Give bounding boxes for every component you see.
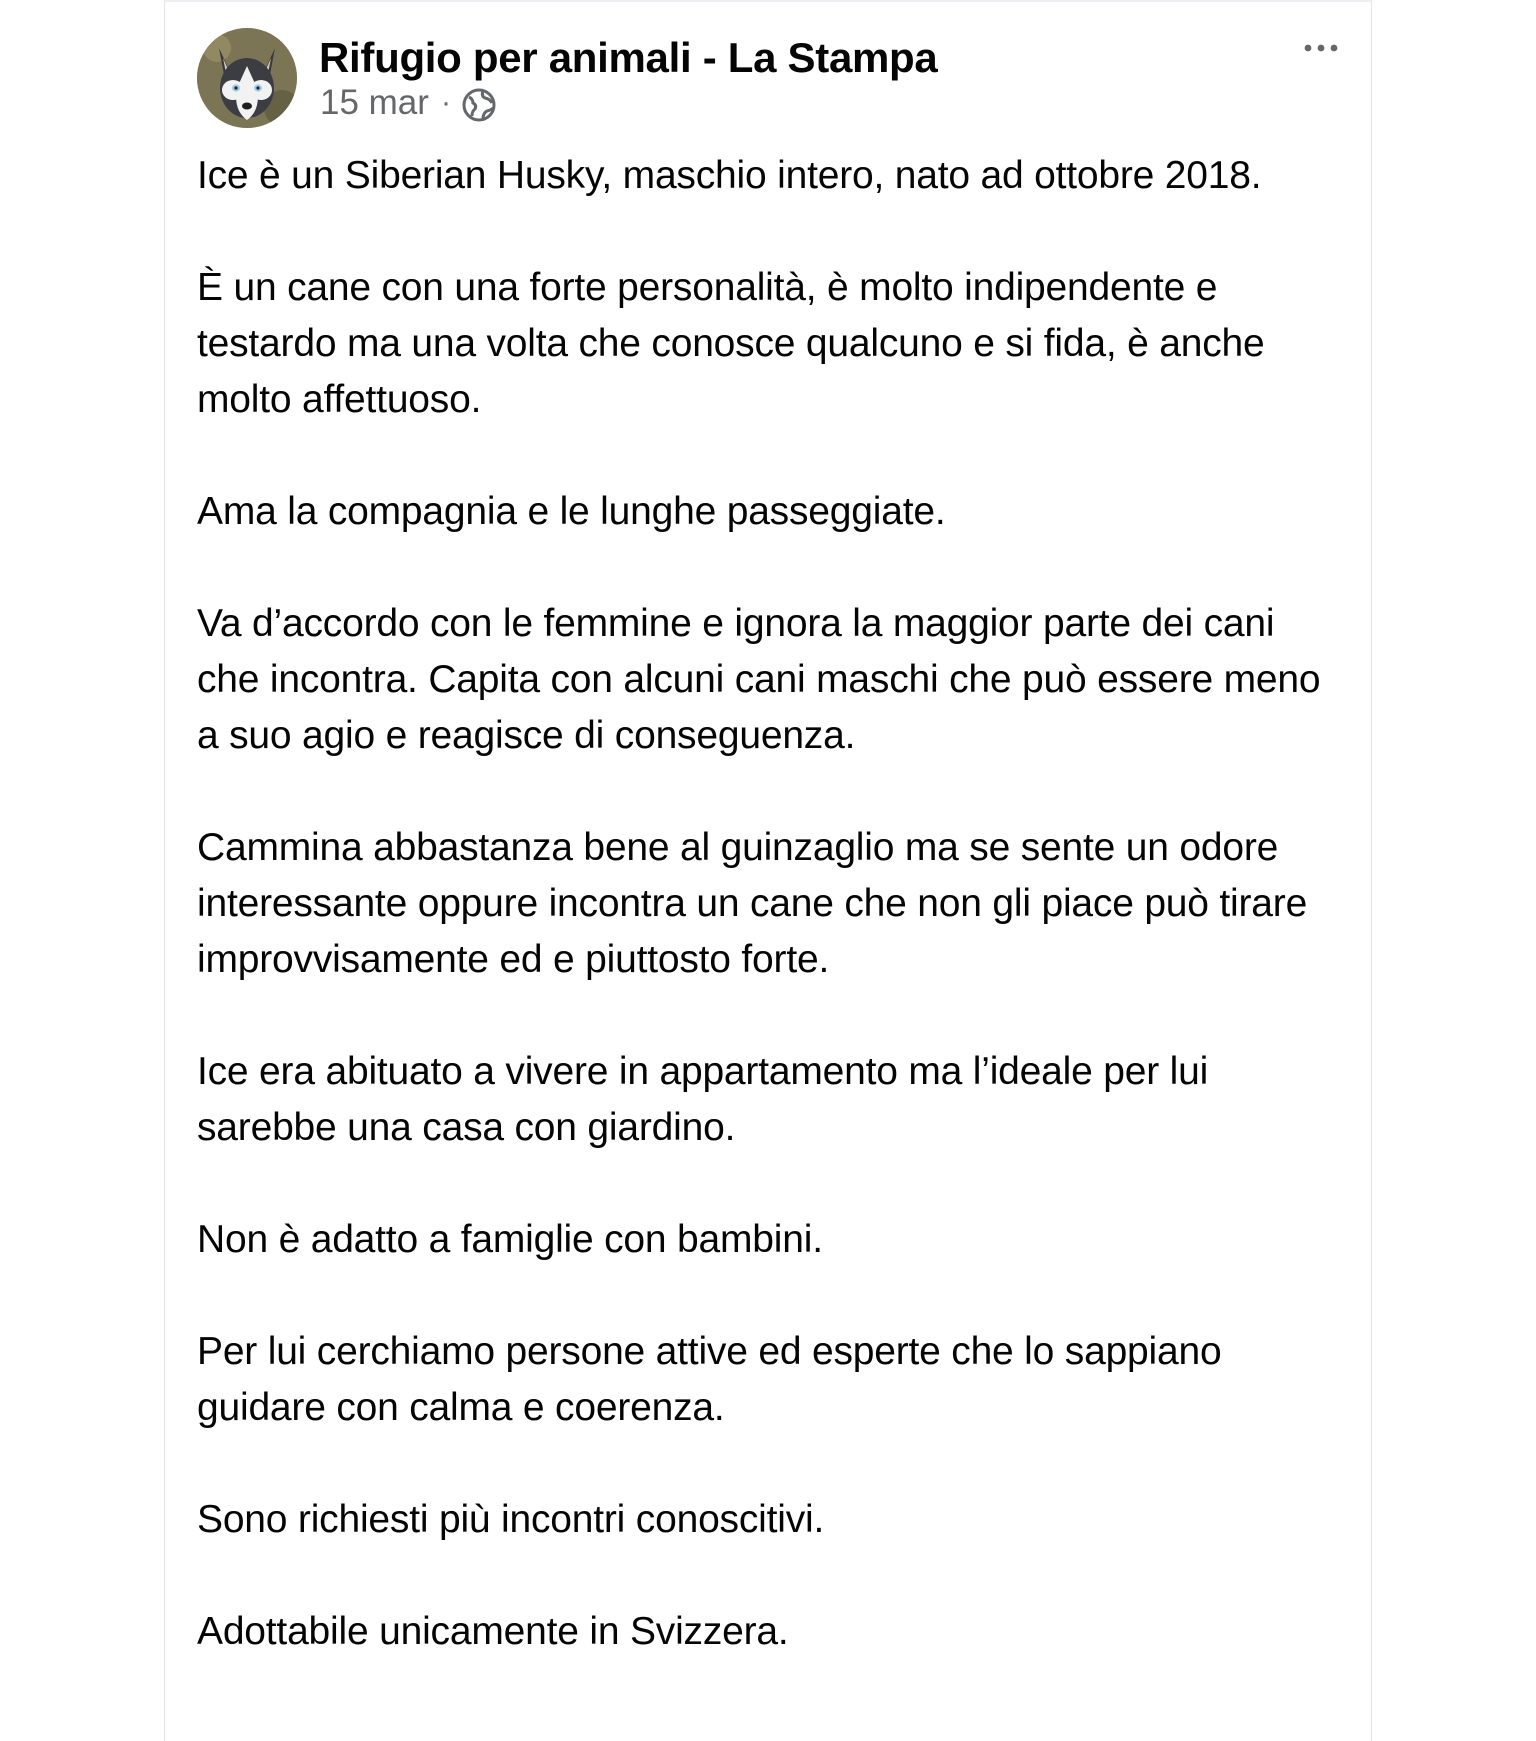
more-icon[interactable] bbox=[1303, 38, 1339, 58]
card-top-divider bbox=[165, 0, 1371, 2]
post-paragraph: È un cane con una forte personalità, è molto indipendente e testardo ma una volta che conosce qualcuno e si fida, è anche molto affettuoso. bbox=[197, 266, 1265, 421]
post-paragraph: Per lui cerchiamo persone attive ed esperte che lo sappiano guidare con calma e coerenza. bbox=[197, 1330, 1222, 1429]
avatar[interactable] bbox=[197, 28, 297, 128]
post-paragraph: Cammina abbastanza bene al guinzaglio ma se sente un odore interessante oppure incontra un cane che non gli piace può tirare improvvisamente ed e piuttosto forte. bbox=[197, 826, 1308, 981]
post-card bbox=[164, 0, 1372, 1741]
globe-icon[interactable] bbox=[461, 87, 497, 123]
post-paragraph: Sono richiesti più incontri conoscitivi. bbox=[197, 1498, 825, 1541]
post-paragraph: Ice è un Siberian Husky, maschio intero, nato ad ottobre 2018. bbox=[197, 154, 1262, 197]
post-paragraph: Adottabile unicamente in Svizzera. bbox=[197, 1610, 789, 1653]
post-paragraph: Va d’accordo con le femmine e ignora la maggior parte dei cani che incontra. Capita con alcuni cani maschi che può essere meno a suo agio e reagisce di conseguenza. bbox=[197, 602, 1321, 757]
husky-avatar-image bbox=[197, 28, 297, 128]
post-paragraph: Ice era abituato a vivere in appartamento ma l’ideale per lui sarebbe una casa con giardino. bbox=[197, 1050, 1209, 1149]
post-body bbox=[197, 148, 1347, 1716]
post-paragraph: Non è adatto a famiglie con bambini. bbox=[197, 1218, 823, 1261]
post-author-name[interactable]: Rifugio per animali - La Stampa bbox=[319, 34, 938, 81]
post-meta bbox=[320, 80, 497, 126]
post-header bbox=[197, 28, 1339, 130]
post-date[interactable]: 15 mar bbox=[320, 83, 429, 122]
post-paragraph: Ama la compagnia e le lunghe passeggiate. bbox=[197, 490, 946, 533]
meta-separator: · bbox=[440, 86, 451, 119]
